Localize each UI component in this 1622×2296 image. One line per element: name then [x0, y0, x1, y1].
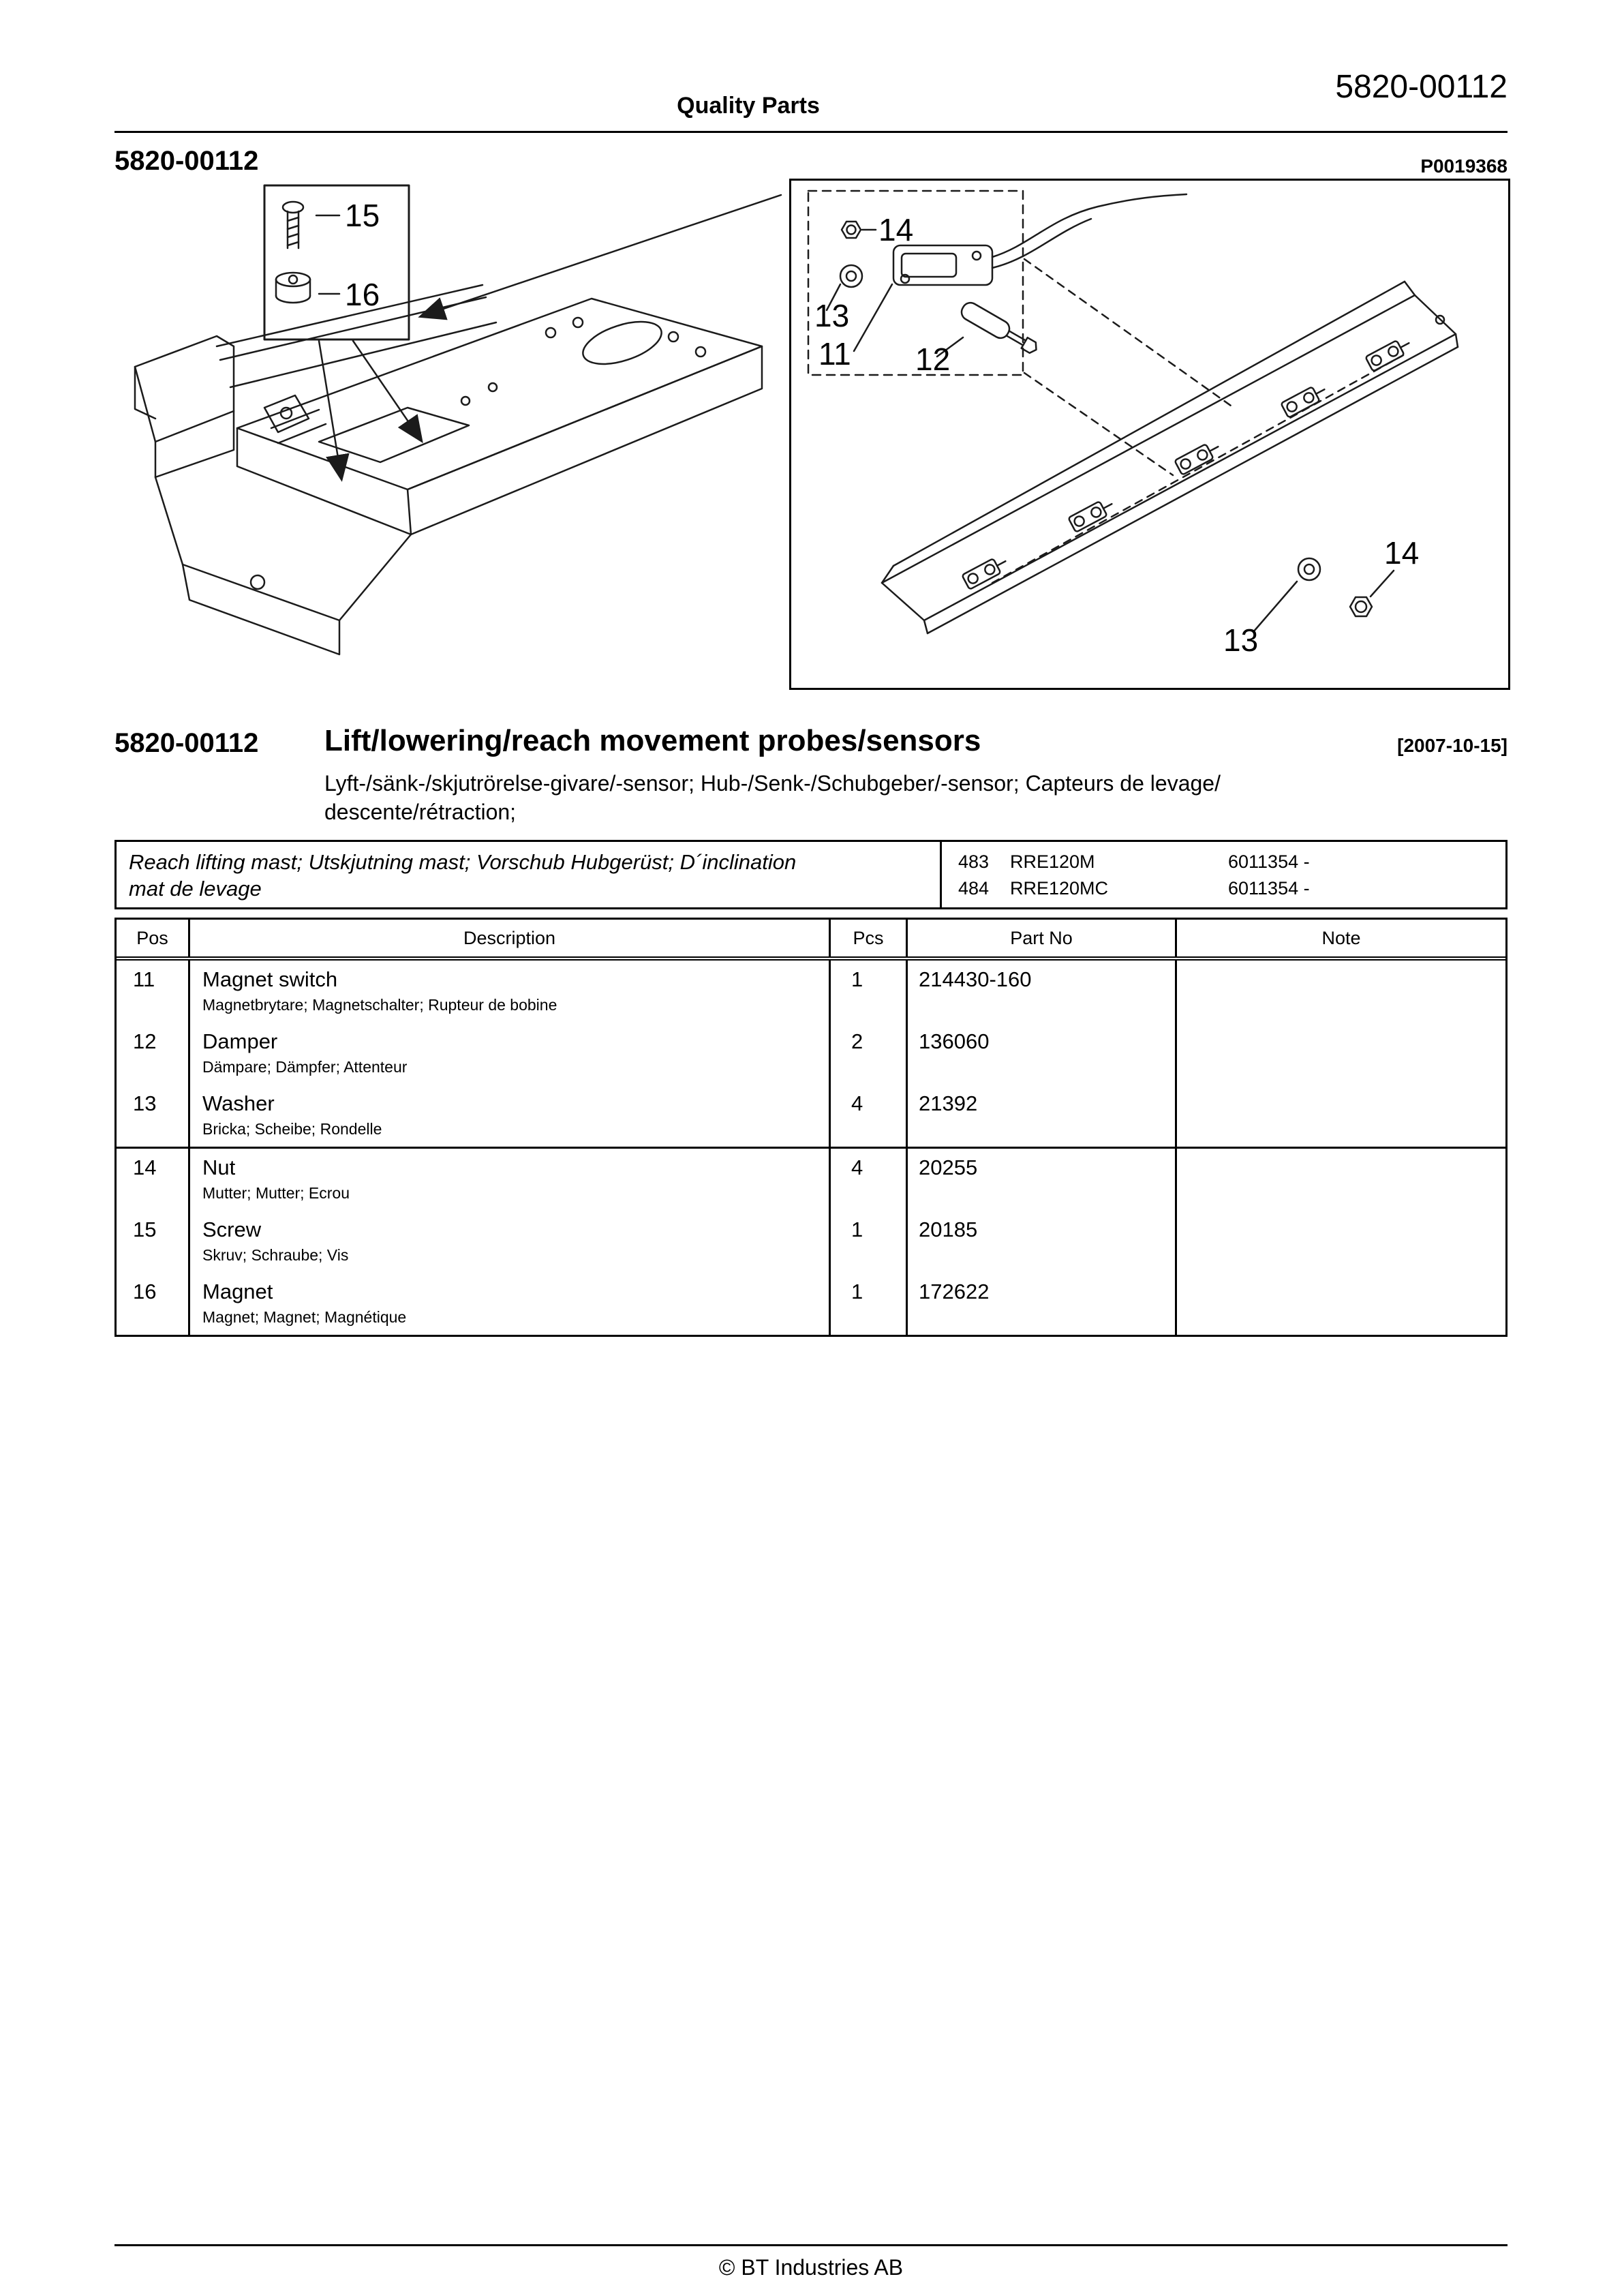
header-rule: [114, 131, 1508, 133]
callout-bottom-14: 14: [1384, 535, 1420, 571]
screw-icon: [283, 202, 303, 248]
damper-icon: [959, 300, 1041, 358]
col-header-pos: Pos: [136, 927, 168, 948]
row-description: [188, 1149, 829, 1211]
page-header-title: Quality Parts: [677, 93, 820, 119]
table-header-row: [117, 920, 1505, 961]
parts-table: [114, 918, 1508, 1337]
row-description-main: Magnet switch: [202, 967, 338, 991]
model-row: [942, 875, 1505, 902]
row-description-main: Nut: [202, 1155, 236, 1179]
section-subtitle-line2: descente/rétraction;: [324, 800, 517, 824]
cable-line-2: [992, 219, 1091, 268]
row-description-sub: Bricka; Scheibe; Rondelle: [202, 1120, 382, 1138]
row-part-no: 172622: [906, 1273, 1175, 1335]
row-pcs: 1: [829, 1273, 906, 1335]
figure-reference: P0019368: [1420, 155, 1508, 177]
row-description-sub: Magnetbrytare; Magnetschalter; Rupteur de bobine: [202, 996, 557, 1014]
row-part-no: 20185: [906, 1211, 1175, 1273]
callout-inset-12: 12: [915, 342, 951, 377]
row-pos: 15: [133, 1218, 157, 1241]
row-part-no: 136060: [906, 1023, 1175, 1085]
row-description-sub: Mutter; Mutter; Ecrou: [202, 1184, 350, 1202]
row-description-sub: Skruv; Schraube; Vis: [202, 1246, 349, 1264]
callout-inset-13: 13: [814, 298, 850, 333]
footer-rule: [114, 2244, 1508, 2246]
model-name: RRE120M: [1010, 851, 1095, 872]
section-doc-number: 5820-00112: [114, 728, 259, 758]
col-header-part-no: Part No: [906, 920, 1175, 956]
sensor-rail-drawing: [791, 181, 1507, 686]
col-header-description: Description: [188, 920, 829, 956]
row-description-main: Damper: [202, 1029, 278, 1053]
row-pcs: 1: [829, 1211, 906, 1273]
table-row: [117, 1023, 1505, 1085]
inset-box: [264, 185, 409, 339]
row-description-main: Magnet: [202, 1280, 273, 1303]
model-code: 484: [958, 878, 990, 898]
scope-text: [117, 842, 940, 907]
model-code: 483: [958, 851, 990, 872]
row-description-main: Screw: [202, 1218, 262, 1241]
row-note: [1175, 1085, 1505, 1147]
col-header-pcs: Pcs: [829, 920, 906, 956]
row-note: [1175, 1149, 1505, 1211]
callout-15: 15: [345, 198, 380, 233]
row-part-no: 21392: [906, 1085, 1175, 1147]
magnet-switch-icon: [893, 245, 992, 285]
row-description: [188, 1085, 829, 1147]
table-row: [117, 1149, 1505, 1211]
callout-inset-14: 14: [878, 212, 914, 247]
footer-copyright: © BT Industries AB: [718, 2255, 904, 2280]
row-description: [188, 1273, 829, 1335]
row-note: [1175, 1023, 1505, 1085]
nut-icon-bottom: [1350, 597, 1372, 616]
scope-band: [114, 840, 1508, 909]
callout-16: 16: [345, 277, 380, 312]
cable-line: [992, 194, 1187, 257]
model-serial: 6011354 -: [1228, 878, 1310, 898]
rail-brackets: [962, 336, 1413, 590]
row-part-no: 214430-160: [906, 961, 1175, 1023]
row-pos: 13: [133, 1091, 157, 1115]
row-pcs: 2: [829, 1023, 906, 1085]
row-part-no: 20255: [906, 1149, 1175, 1211]
row-pos: 12: [133, 1029, 157, 1053]
nut-icon-inset: [842, 222, 861, 238]
diagram-mast-carriage: [114, 183, 786, 693]
scope-line1: Reach lifting mast; Utskjutning mast; Vorschub Hubgerüst; D´inclination: [129, 850, 797, 874]
row-description-sub: Dämpare; Dämpfer; Attenteur: [202, 1058, 408, 1076]
table-row: [117, 1211, 1505, 1273]
table-row: [117, 961, 1505, 1023]
row-note: [1175, 1211, 1505, 1273]
diagram-sensor-rail: [789, 179, 1510, 690]
scope-line2: mat de levage: [129, 877, 262, 901]
row-pcs: 4: [829, 1085, 906, 1147]
row-description: [188, 961, 829, 1023]
row-note: [1175, 961, 1505, 1023]
section-date: [2007-10-15]: [1397, 735, 1508, 756]
callout-inset-11: 11: [818, 336, 851, 372]
row-pos: 14: [133, 1155, 157, 1179]
mast-carriage-drawing: [114, 183, 786, 693]
row-pos: 16: [133, 1280, 157, 1303]
row-description: [188, 1211, 829, 1273]
table-row: [117, 1273, 1505, 1335]
washer-icon-bottom: [1298, 558, 1320, 580]
model-serial: 6011354 -: [1228, 851, 1310, 872]
row-description: [188, 1023, 829, 1085]
model-list: [940, 842, 1505, 907]
row-description-main: Washer: [202, 1091, 275, 1115]
model-name: RRE120MC: [1010, 878, 1109, 898]
model-row: [942, 849, 1505, 875]
callout-bottom-13: 13: [1223, 622, 1259, 658]
col-header-note: Note: [1175, 920, 1505, 956]
row-description-sub: Magnet; Magnet; Magnétique: [202, 1308, 407, 1326]
subheader-doc-number: 5820-00112: [114, 146, 259, 176]
table-row: [117, 1085, 1505, 1149]
row-pcs: 4: [829, 1149, 906, 1211]
magnet-icon: [276, 273, 310, 303]
row-pcs: 1: [829, 961, 906, 1023]
row-note: [1175, 1273, 1505, 1335]
machine-body: [135, 285, 762, 654]
section-subtitle-line1: Lyft-/sänk-/skjutrörelse-givare/-sensor; Hub-/Senk-/Schubgeber/-sensor; Capteurs de levage/: [324, 771, 1221, 796]
section-title: Lift/lowering/reach movement probes/sensors: [324, 724, 981, 757]
page-header-doc-number: 5820-00112: [1335, 69, 1508, 105]
washer-icon-inset: [840, 265, 862, 287]
section-subtitle: [324, 769, 1221, 826]
row-pos: 11: [133, 967, 155, 991]
